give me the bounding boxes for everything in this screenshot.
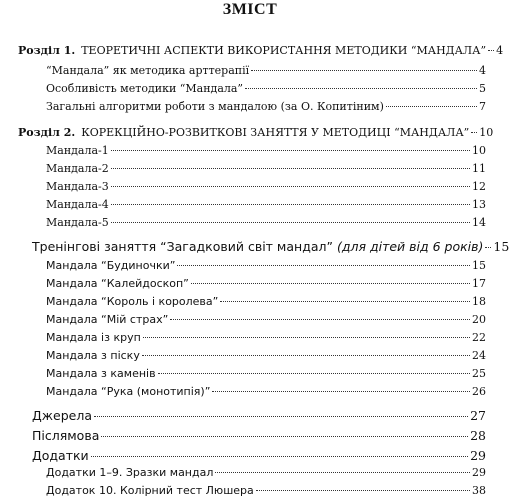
toc-item-title: Післямова [32, 428, 100, 443]
page-number: 25 [472, 367, 486, 380]
page-number: 27 [470, 408, 486, 423]
toc-section-1[interactable] [18, 44, 504, 57]
section-label: Розділ 1. [18, 44, 76, 57]
toc-item[interactable] [46, 216, 486, 229]
toc-item-title: Додатки 1–9. Зразки мандал [46, 466, 214, 479]
toc-item-title: Мандала “Рука (монотипія)” [46, 385, 211, 398]
toc-item-title: Мандала “Калейдоскоп” [46, 277, 189, 290]
toc-item-title: Мандала-5 [46, 216, 109, 229]
leader-dots [143, 337, 470, 338]
toc-item-title: Мандала із круп [46, 331, 141, 344]
toc-item-title: Додатки [32, 448, 89, 463]
page-number: 17 [472, 277, 486, 290]
toc-item[interactable] [46, 484, 486, 497]
toc-item-title: Мандала “Король і королева” [46, 295, 219, 308]
page-number: 24 [472, 349, 486, 362]
toc-item-title: Мандала “Будиночки” [46, 259, 176, 272]
page-title: ЗМІСТ [222, 1, 278, 18]
page-number: 14 [472, 216, 486, 229]
page-number: 29 [470, 448, 486, 463]
toc-item[interactable] [46, 259, 486, 272]
leader-dots [245, 88, 477, 89]
toc-item-title: Загальні алгоритми роботи з мандалою (за О. Копитіним) [46, 100, 384, 113]
leader-dots [256, 490, 470, 491]
toc-sources[interactable] [32, 408, 486, 423]
page-number: 20 [472, 313, 486, 326]
toc-item[interactable] [46, 82, 486, 95]
page-number: 4 [496, 44, 504, 57]
toc-item[interactable] [46, 64, 486, 77]
leader-dots [177, 265, 470, 266]
leader-dots [191, 283, 470, 284]
leader-dots [142, 355, 470, 356]
toc-item[interactable] [46, 198, 486, 211]
page-number: 38 [472, 484, 486, 497]
toc-item[interactable] [46, 385, 486, 398]
leader-dots [170, 319, 470, 320]
leader-dots [91, 456, 468, 457]
toc-item-title: “Мандала” як методика арттерапії [46, 64, 250, 77]
page-number: 22 [472, 331, 486, 344]
leader-dots [471, 132, 477, 133]
toc-item[interactable] [46, 100, 486, 113]
training-title: Тренінгові заняття “Загадковий світ мандал” [32, 239, 333, 254]
section-label: Розділ 2. [18, 126, 76, 139]
toc-item[interactable] [46, 295, 486, 308]
leader-dots [488, 50, 494, 51]
page-number: 15 [472, 259, 486, 272]
section-title: ТЕОРЕТИЧНІ АСПЕКТИ ВИКОРИСТАННЯ МЕТОДИКИ “МАНДАЛА” [81, 44, 487, 57]
toc-item-title: Мандала-3 [46, 180, 109, 193]
leader-dots [101, 436, 468, 437]
leader-dots [212, 391, 470, 392]
toc-section-2[interactable] [18, 126, 494, 139]
toc-item[interactable] [46, 180, 486, 193]
leader-dots [251, 70, 477, 71]
page-number: 10 [479, 126, 494, 139]
leader-dots [111, 150, 470, 151]
toc-item-title: Мандала “Мій страх” [46, 313, 169, 326]
toc-item[interactable] [46, 331, 486, 344]
section-title: КОРЕКЦІЙНО-РОЗВИТКОВІ ЗАНЯТТЯ У МЕТОДИЦІ “МАНДАЛА” [81, 126, 470, 139]
page-number: 29 [472, 466, 486, 479]
toc-item[interactable] [46, 349, 486, 362]
leader-dots [386, 106, 477, 107]
page-number: 13 [472, 198, 486, 211]
toc-item[interactable] [46, 162, 486, 175]
toc-item[interactable] [46, 277, 486, 290]
toc-item-title: Мандала з каменів [46, 367, 156, 380]
training-note: (для дітей від 6 років) [336, 239, 484, 254]
leader-dots [485, 247, 491, 248]
page-number: 10 [472, 144, 486, 157]
leader-dots [111, 186, 470, 187]
page-number: 12 [472, 180, 486, 193]
leader-dots [111, 204, 470, 205]
toc-item-title: Мандала-1 [46, 144, 109, 157]
page-number: 7 [479, 100, 486, 113]
toc-item[interactable] [46, 144, 486, 157]
page-number: 18 [472, 295, 486, 308]
toc-training[interactable] [32, 239, 509, 254]
toc-afterword[interactable] [32, 428, 486, 443]
leader-dots [220, 301, 470, 302]
page-number: 28 [470, 428, 486, 443]
toc-item-title: Додаток 10. Колірний тест Люшера [46, 484, 254, 497]
page-number: 26 [472, 385, 486, 398]
page-number: 15 [493, 239, 509, 254]
toc-item[interactable] [46, 367, 486, 380]
leader-dots [94, 416, 468, 417]
leader-dots [111, 222, 470, 223]
toc-item-title: Джерела [32, 408, 92, 423]
toc-item[interactable] [46, 466, 486, 479]
toc-item-title: Мандала-2 [46, 162, 109, 175]
leader-dots [111, 168, 470, 169]
page-number: 11 [472, 162, 486, 175]
page-number: 4 [479, 64, 486, 77]
page-number: 5 [479, 82, 486, 95]
toc-item-title: Мандала з піску [46, 349, 140, 362]
toc-item[interactable] [46, 313, 486, 326]
toc-item-title: Особливість методики “Мандала” [46, 82, 244, 95]
toc-appendix[interactable] [32, 448, 486, 463]
leader-dots [215, 472, 470, 473]
leader-dots [158, 373, 470, 374]
toc-item-title: Мандала-4 [46, 198, 109, 211]
